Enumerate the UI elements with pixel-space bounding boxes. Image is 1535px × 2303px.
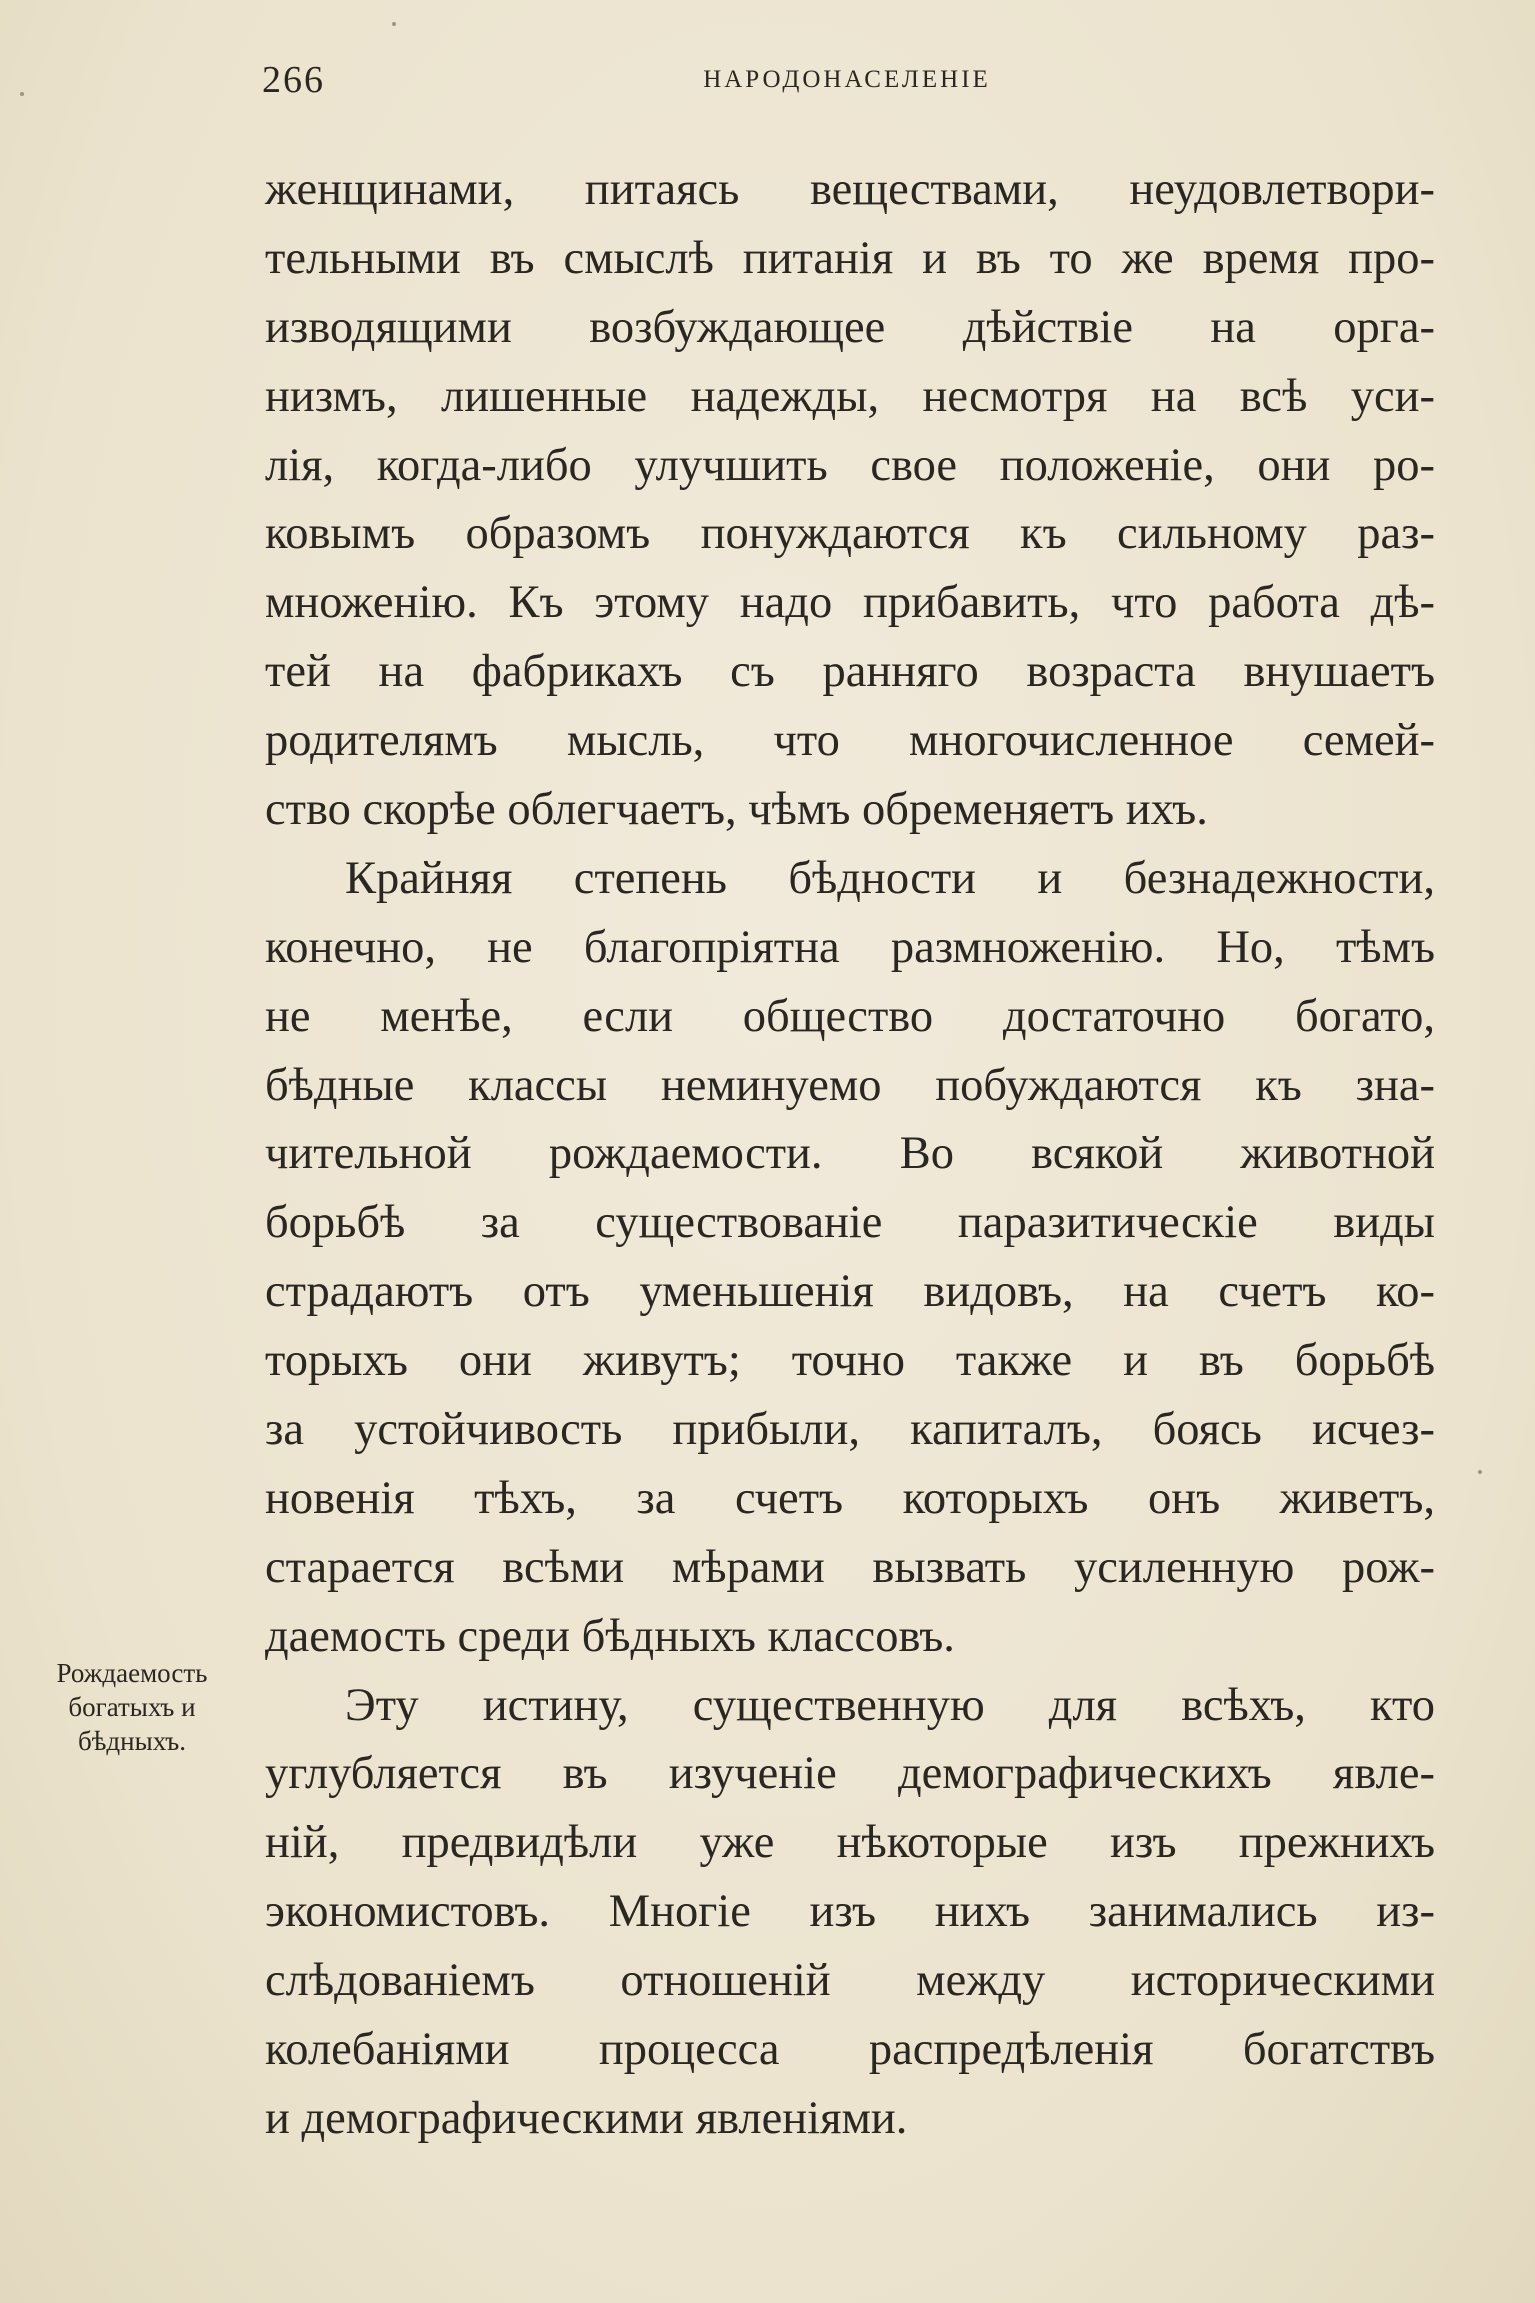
text-line: ковымъ образомъ понуждаются къ сильному раз-: [265, 508, 1435, 560]
page-number: 266: [262, 59, 325, 101]
paper-speck: [20, 92, 24, 96]
text-line: Эту истину, существенную для всѣхъ, кто: [345, 1679, 1435, 1731]
text-line: женщинами, питаясь веществами, неудовлетвори-: [265, 164, 1435, 215]
text-line: чительной рождаемости. Во всякой животной: [265, 1128, 1435, 1180]
paragraph: [265, 156, 1435, 845]
text-line: родителямъ мысль, что многочисленное семей-: [265, 715, 1435, 767]
text-line: Крайняя степень бѣдности и безнадежности,: [345, 852, 1435, 904]
text-line: экономистовъ. Многіе изъ нихъ занимались из-: [265, 1886, 1435, 1938]
text-line: не менѣе, если общество достаточно богато,: [265, 990, 1435, 1042]
body-text: [265, 156, 1435, 2154]
text-line: конечно, не благопріятна размноженію. Но, тѣмъ: [265, 921, 1435, 973]
paragraph: [265, 845, 1435, 1672]
text-line: бѣдные классы неминуемо побуждаются къ зна-: [265, 1059, 1435, 1111]
text-line: низмъ, лишенные надежды, несмотря на всѣ уси-: [265, 370, 1435, 422]
marginal-note-line: бѣдныхъ.: [78, 1726, 186, 1756]
text-line: старается всѣми мѣрами вызвать усиленную рож-: [265, 1541, 1435, 1593]
text-line: лія, когда-либо улучшить свое положеніе, они ро-: [265, 439, 1435, 491]
text-line: изводящими возбуждающее дѣйствіе на орга-: [265, 301, 1435, 353]
text-line: и демографическими явленіями.: [265, 2092, 908, 2144]
text-line: тельными въ смыслѣ питанія и въ то же время про-: [265, 232, 1435, 284]
text-line: тей на фабрикахъ съ ранняго возраста внушаетъ: [265, 646, 1435, 698]
page-header: [262, 58, 1432, 108]
text-line: борьбѣ за существованіе паразитическіе виды: [265, 1197, 1435, 1249]
paragraph: [265, 1672, 1435, 2154]
text-line: торыхъ они живутъ; точно также и въ борьбѣ: [265, 1335, 1435, 1387]
text-line: колебаніями процесса распредѣленія богатствъ: [265, 2024, 1435, 2076]
text-line: даемость среди бѣдныхъ классовъ.: [265, 1610, 955, 1662]
text-line: страдаютъ отъ уменьшенія видовъ, на счетъ ко-: [265, 1266, 1435, 1318]
marginal-note: [22, 1656, 242, 1758]
paper-speck: [1478, 1470, 1482, 1474]
text-line: ство скорѣе облегчаетъ, чѣмъ обременяетъ ихъ.: [265, 784, 1208, 836]
text-line: новенія тѣхъ, за счетъ которыхъ онъ живетъ,: [265, 1472, 1435, 1524]
text-line: множенію. Къ этому надо прибавить, что работа дѣ-: [265, 577, 1435, 629]
text-line: слѣдованіемъ отношеній между историческими: [265, 1955, 1435, 2007]
running-title: НАРОДОНАСЕЛЕНІЕ: [703, 66, 991, 93]
text-line: ній, предвидѣли уже нѣкоторые изъ прежнихъ: [265, 1817, 1435, 1869]
marginal-note-line: Рождаемость: [56, 1658, 208, 1688]
text-line: углубляется въ изученіе демографическихъ явле-: [265, 1748, 1435, 1800]
marginal-note-line: богатыхъ и: [68, 1692, 196, 1722]
paper-speck: [392, 22, 396, 26]
text-line: за устойчивость прибыли, капиталъ, боясь исчез-: [265, 1404, 1435, 1456]
